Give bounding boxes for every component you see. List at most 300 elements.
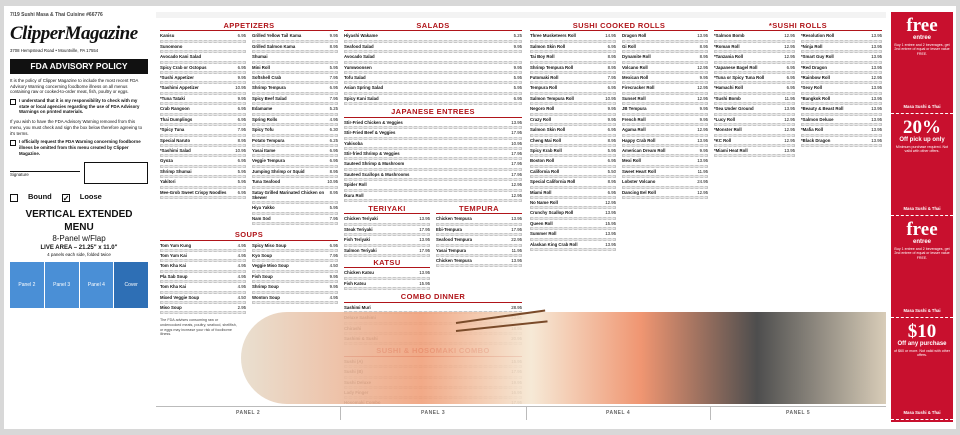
menu-item xyxy=(160,33,246,38)
menu-item-description-placeholder xyxy=(622,144,708,147)
menu-item xyxy=(714,33,795,38)
menu-item-price: 13.95 xyxy=(871,54,882,60)
cooked-rolls-section xyxy=(530,20,708,252)
menu-item-description-placeholder xyxy=(160,92,246,95)
menu-item-name: Shrimp Tempura xyxy=(252,85,286,91)
coupon-fine-print: of $60 or more. Not valid with other offers. xyxy=(894,349,950,358)
menu-item-name: Spicy Crab or Octopus xyxy=(160,64,207,70)
menu-item-price: 13.95 xyxy=(784,147,795,153)
menu-item-price: 8.95 xyxy=(607,137,616,143)
menu-item xyxy=(622,148,708,153)
menu-item-price: 10.95 xyxy=(235,85,246,91)
live-area-size: LIVE AREA – 21.25" x 11.0" xyxy=(40,244,118,251)
menu-item-price: 12.95 xyxy=(605,199,616,205)
coupon-fine-print: Minimum purchase required. Not valid with other offers. xyxy=(895,145,949,154)
menu-item-name: *Tuna or Spicy Tuna Roll xyxy=(714,75,765,81)
menu-item xyxy=(622,54,708,59)
menu-item xyxy=(622,75,708,80)
menu-item-name: Asian Spring Salad xyxy=(344,85,384,91)
menu-item-name: Tofu Salad xyxy=(344,75,366,81)
menu-item-description-placeholder xyxy=(530,61,616,64)
menu-item-price: 11.95 xyxy=(697,168,708,174)
menu-item-name: *Miami Heat Roll xyxy=(714,147,748,153)
menu-item-price: 10.95 xyxy=(605,95,616,101)
menu-item-price: 5.95 xyxy=(329,64,338,70)
tempura-list xyxy=(436,216,522,267)
menu-item-price: 10.95 xyxy=(511,140,522,146)
menu-item xyxy=(530,33,616,38)
menu-item-name: Veggie Tempura xyxy=(252,158,285,164)
menu-item-name: Fish Katsu xyxy=(344,280,366,286)
menu-item-description-placeholder xyxy=(344,126,522,129)
clipper-magazine-logo: ClipperMagazine xyxy=(10,22,138,44)
signature-line[interactable] xyxy=(10,162,80,172)
menu-item-price: 10.95 xyxy=(327,179,338,185)
menu-item-price: 8.95 xyxy=(699,54,708,60)
menu-item-price: 4.95 xyxy=(237,263,246,269)
menu-item-name: Hiyashi Wakame xyxy=(344,33,378,39)
menu-item-price: 13.95 xyxy=(871,85,882,91)
menu-item-description-placeholder xyxy=(714,92,795,95)
menu-item-description-placeholder xyxy=(252,165,338,168)
menu-item-price: 9.95 xyxy=(329,284,338,290)
menu-item-description-placeholder xyxy=(160,50,246,53)
menu-item-price: 4.50 xyxy=(237,294,246,300)
menu-item-price: 12.95 xyxy=(871,75,882,81)
menu-item-price: 9.95 xyxy=(329,273,338,279)
menu-item xyxy=(160,243,246,248)
menu-item-description-placeholder xyxy=(622,186,708,189)
menu-item-price: 6.95 xyxy=(329,242,338,248)
menu-item xyxy=(252,295,338,300)
menu-item-name: Shrimp Soup xyxy=(252,284,279,290)
menu-item-description-placeholder xyxy=(160,154,246,157)
menu-item-description-placeholder xyxy=(160,71,246,74)
fda-opt-in-text: I officially request the FDA Warning concerning foodborne illness be omitted from this menu created by Clipper Magazine. xyxy=(19,139,141,156)
menu-item-description-placeholder xyxy=(801,113,882,116)
coupon-shop-name: Masa Sushi & Thai xyxy=(903,308,941,313)
menu-item-name: Edamame xyxy=(252,106,273,112)
coupon[interactable] xyxy=(891,318,953,420)
menu-item-name: Boston Roll xyxy=(530,158,555,164)
menu-item xyxy=(530,85,616,90)
menu-item-name: Spicy Miso Soup xyxy=(252,242,287,248)
menu-item xyxy=(530,127,616,132)
menu-item-price: 13.95 xyxy=(605,210,616,216)
menu-item-price: 5.95 xyxy=(607,147,616,153)
panel-2-label: PANEL 2 xyxy=(236,410,261,416)
menu-item-name: Spicy Krab Roll xyxy=(530,147,562,153)
menu-item-description-placeholder xyxy=(801,134,882,137)
menu-item-name: Salmon Teriyaki xyxy=(344,247,377,253)
menu-item-price: 12.95 xyxy=(697,189,708,195)
menu-item-name: Spicy Tofu xyxy=(252,127,274,133)
menu-item xyxy=(714,148,795,153)
coupon-headline: $10 xyxy=(907,321,937,342)
menu-item-description-placeholder xyxy=(801,40,882,43)
menu-item-name: Tom Yum Kai xyxy=(160,253,187,258)
menu-item-price: 4.95 xyxy=(329,116,338,122)
menu-item-description-placeholder xyxy=(530,165,616,168)
menu-item-description-placeholder xyxy=(252,175,338,178)
menu-item xyxy=(801,75,882,80)
fda-opt-in-checkbox[interactable] xyxy=(10,139,148,156)
menu-item-description-placeholder xyxy=(801,123,882,126)
menu-item-description-placeholder xyxy=(252,291,338,294)
menu-item-name: Stir-Fried Chicken & Veggies xyxy=(344,119,403,125)
signature-area xyxy=(10,162,148,184)
menu-item-name: *Salmon Bomb xyxy=(714,33,745,39)
menu-item-price: 7.95 xyxy=(329,253,338,258)
coupon-subline: Off pick up only xyxy=(899,137,945,143)
menu-item-name: Wonton Soup xyxy=(252,294,280,300)
menu-item-name: *Smart Guy Roll xyxy=(801,54,834,60)
menu-item-price: 8.95 xyxy=(329,189,338,195)
menu-item-name: Ikura Roll xyxy=(344,192,364,198)
menu-item-description-placeholder xyxy=(622,113,708,116)
menu-item-price: 4.95 xyxy=(237,273,246,279)
menu-item-description-placeholder xyxy=(160,134,246,137)
menu-item-name: *Sushi Appetizer xyxy=(160,75,194,81)
fold-mark xyxy=(340,407,341,420)
coupon-subline: entree xyxy=(912,239,931,245)
menu-item-description-placeholder xyxy=(252,113,338,116)
menu-item-description-placeholder xyxy=(252,71,338,74)
bound-checkbox[interactable] xyxy=(10,194,18,202)
menu-item-name: Yumwoonsen xyxy=(344,64,372,70)
menu-item-name: Seafood Salad xyxy=(344,43,374,49)
panel-5-label: PANEL 5 xyxy=(786,410,811,416)
menu-item-name: Cheng Mai Roll xyxy=(530,137,562,143)
menu-item-name: Happy Crab Roll xyxy=(622,137,656,143)
menu-item-description-placeholder xyxy=(344,102,522,105)
menu-item xyxy=(714,44,795,49)
menu-item xyxy=(622,138,708,143)
menu-item-price: 5.95 xyxy=(513,75,522,81)
menu-item-price: 9.95 xyxy=(699,106,708,112)
menu-item-name: Sunomono xyxy=(160,43,183,49)
menu-item-price: 12.95 xyxy=(697,127,708,133)
menu-item-price: 8.95 xyxy=(329,168,338,174)
menu-item xyxy=(344,75,522,80)
menu-item-price: 6.95 xyxy=(237,106,246,112)
menu-item-price: 8.95 xyxy=(329,43,338,49)
menu-item-price: 13.95 xyxy=(871,137,882,143)
menu-item-description-placeholder xyxy=(252,61,338,64)
menu-item-price: 9.95 xyxy=(237,75,246,81)
menu-item-description-placeholder xyxy=(436,254,522,257)
panel-3-label: PANEL 3 xyxy=(421,410,446,416)
menu-item-price: 17.95 xyxy=(419,247,430,253)
entrees-heading: JAPANESE ENTREES xyxy=(344,107,522,117)
menu-item-name: California Roll xyxy=(530,168,560,174)
menu-item-description-placeholder xyxy=(622,50,708,53)
menu-item-price: 13.95 xyxy=(419,237,430,243)
menu-item-name: Yasai Itame xyxy=(252,147,276,153)
menu-item-price: 15.95 xyxy=(419,280,430,286)
menu-item-price: 22.95 xyxy=(511,237,522,243)
menu-item-name: Steak Teriyaki xyxy=(344,226,373,232)
menu-item-description-placeholder xyxy=(530,123,616,126)
menu-item-name: Mexican Roll xyxy=(622,75,649,81)
menu-item-name: Grilled Salmon Kama xyxy=(252,43,296,49)
checkbox-square[interactable] xyxy=(10,140,16,146)
menu-item-price: 9.95 xyxy=(607,106,616,112)
menu-item xyxy=(160,274,246,279)
menu-item xyxy=(344,172,522,177)
menu-item xyxy=(622,117,708,122)
menu-item-name: *Black Dragon xyxy=(801,137,831,143)
menu-item-name: Mexi Roll xyxy=(622,158,641,164)
menu-item-price: 6.95 xyxy=(237,64,246,70)
menu-item-description-placeholder xyxy=(530,175,616,178)
menu-item-price: 17.95 xyxy=(511,150,522,156)
menu-item-description-placeholder xyxy=(622,81,708,84)
menu-item-price: 13.95 xyxy=(605,231,616,237)
menu-item-description-placeholder xyxy=(160,61,246,64)
menu-item xyxy=(801,44,882,49)
panel-label-bar xyxy=(156,406,886,420)
menu-item xyxy=(344,65,522,70)
menu-item xyxy=(436,248,522,253)
menu-item-description-placeholder xyxy=(252,81,338,84)
menu-item-price: 10.95 xyxy=(235,147,246,153)
menu-item-price: 12.95 xyxy=(784,33,795,39)
menu-item-price: 8.95 xyxy=(607,179,616,185)
menu-item xyxy=(436,216,522,221)
menu-item-name: *Sushi Bomb xyxy=(714,95,741,101)
menu-item-price: 2.95 xyxy=(237,305,246,311)
menu-item xyxy=(252,127,338,132)
fda-intro: It is the policy of Clipper Magazine to include the most recent FDA Advisory Warning concerning foodborne illness on all menus containing raw or cooked-to-order meat, fish, poultry or eggs. xyxy=(10,77,139,95)
menu-item-description-placeholder xyxy=(160,291,246,294)
soups-col-b xyxy=(252,243,338,316)
menu-item-name: Sashimi Muri xyxy=(344,304,371,310)
sushi-rolls-section xyxy=(714,20,882,158)
menu-item-description-placeholder xyxy=(252,222,338,225)
menu-item-name: Gyoza xyxy=(160,158,173,164)
menu-item-description-placeholder xyxy=(530,113,616,116)
menu-item-description-placeholder xyxy=(622,165,708,168)
menu-item-description-placeholder xyxy=(252,280,338,283)
menu-item-description-placeholder xyxy=(160,196,246,199)
menu-item-price: 6.95 xyxy=(237,33,246,39)
menu-item-name: Crab Rangoon xyxy=(160,106,190,112)
menu-item-name: French Roll xyxy=(622,116,646,122)
menu-item-description-placeholder xyxy=(344,254,430,257)
menu-item-name: *Mafia Roll xyxy=(801,127,823,133)
menu-item-name: Spicy Beef Salad xyxy=(252,95,287,101)
menu-item-name: Alaskan King Crab Roll xyxy=(530,241,578,247)
menu-item-description-placeholder xyxy=(622,134,708,137)
menu-item-name: *KC Roll xyxy=(714,137,732,143)
menu-item-price: 8.95 xyxy=(237,137,246,143)
menu-item-description-placeholder xyxy=(801,71,882,74)
menu-item-description-placeholder xyxy=(344,244,430,247)
coupon-shop-name: Masa Sushi & Thai xyxy=(903,206,941,211)
menu-spread xyxy=(156,12,886,420)
menu-item-name: *Sashimi Salad xyxy=(160,147,191,153)
job-line: 7/19 Sushi Masa & Thai Cuisine #66776 xyxy=(10,12,103,18)
menu-item-description-placeholder xyxy=(530,248,616,251)
fold-diagram-panel: Panel 3 xyxy=(45,262,79,308)
menu-item-price: 12.95 xyxy=(784,137,795,143)
menu-item-price: 13.95 xyxy=(605,241,616,247)
coupon-headline: 20% xyxy=(903,117,941,138)
menu-item-name: Volcano Roll xyxy=(622,64,648,70)
menu-item xyxy=(530,200,616,205)
menu-item-name: Spider Roll xyxy=(344,182,367,188)
menu-item-price: 9.95 xyxy=(329,33,338,39)
menu-item-price: 4.95 xyxy=(237,242,246,248)
menu-item-name: American Dream Roll xyxy=(622,147,666,153)
menu-item xyxy=(344,120,522,125)
menu-item-price: 13.95 xyxy=(871,43,882,49)
fold-diagram-panel: Panel 2 xyxy=(10,262,44,308)
menu-item-description-placeholder xyxy=(530,50,616,53)
menu-item-price: 4.95 xyxy=(237,284,246,290)
menu-item-name: *Spicy Tuna xyxy=(160,127,185,133)
menu-item xyxy=(714,65,795,70)
menu-item xyxy=(344,281,430,286)
menu-item-description-placeholder xyxy=(530,71,616,74)
menu-item xyxy=(252,274,338,279)
menu-item xyxy=(344,33,522,38)
menu-item-price: 12.95 xyxy=(511,192,522,198)
menu-item xyxy=(530,117,616,122)
coupon-headline: free xyxy=(906,15,938,36)
menu-item xyxy=(344,161,522,166)
coupon[interactable] xyxy=(891,12,953,114)
menu-item-price: 14.95 xyxy=(605,33,616,39)
menu-item xyxy=(436,227,522,232)
menu-item-price: 6.95 xyxy=(607,189,616,195)
coupon[interactable] xyxy=(891,114,953,216)
menu-item-name: Yakisoba xyxy=(344,140,363,146)
menu-item-name: *Ninja Roll xyxy=(801,43,823,49)
clipper-address: 3708 Hempstead Road • Mountville, PA 17554 xyxy=(10,48,99,54)
menu-item-description-placeholder xyxy=(714,134,795,137)
menu-item xyxy=(344,151,522,156)
menu-item-name: *Resolution Roll xyxy=(801,33,835,39)
menu-item-price: 13.95 xyxy=(697,137,708,143)
menu-item-description-placeholder xyxy=(252,259,338,262)
menu-item-price: 17.95 xyxy=(511,171,522,177)
menu-item xyxy=(801,117,882,122)
menu-item-price: 7.95 xyxy=(607,75,616,81)
menu-item-price: 5.95 xyxy=(237,168,246,174)
menu-item-price: 17.95 xyxy=(511,161,522,167)
menu-item xyxy=(160,54,246,59)
menu-item-description-placeholder xyxy=(160,186,246,189)
menu-item-name: Chicken Tempura xyxy=(436,216,472,222)
menu-item-name: *Salmon Deluxe xyxy=(801,116,834,122)
menu-item-name: Kanisu xyxy=(160,33,175,39)
menu-item-name: Pla Sab Soup xyxy=(160,273,188,279)
menu-item-name: Tai Boy Roll xyxy=(530,54,555,60)
checkbox-square[interactable] xyxy=(10,99,16,105)
menu-item xyxy=(530,75,616,80)
menu-item xyxy=(160,148,246,153)
katsu-list xyxy=(344,270,430,290)
menu-item-price: 11.95 xyxy=(784,95,795,101)
menu-item xyxy=(160,263,246,268)
appetizers-col-a xyxy=(160,33,246,226)
menu-item-price: 6.95 xyxy=(237,116,246,122)
menu-item xyxy=(160,96,246,101)
menu-item xyxy=(714,75,795,80)
menu-item-price: 9.95 xyxy=(513,64,522,70)
menu-item-description-placeholder xyxy=(252,212,338,215)
menu-item-price: 6.95 xyxy=(237,158,246,164)
menu-item xyxy=(436,258,522,263)
menu-item-price: 12.95 xyxy=(697,64,708,70)
menu-item-name: Hiya Yakko xyxy=(252,205,275,211)
menu-item xyxy=(801,127,882,132)
menu-item-price: 13.95 xyxy=(784,106,795,112)
menu-item-name: *Red Dragon xyxy=(801,64,828,70)
menu-item-name: Sauteed Scallops & Mushrooms xyxy=(344,171,410,177)
bound-label: Bound xyxy=(28,192,52,202)
salads-heading: SALADS xyxy=(344,21,522,31)
coupon-fine-print: Buy 1 entree and 2 beverages, get 2nd entree of equal or lesser value FREE. xyxy=(894,43,950,56)
menu-item-price: 9.95 xyxy=(699,116,708,122)
menu-item xyxy=(160,158,246,163)
menu-item-description-placeholder xyxy=(436,264,522,267)
menu-item-description-placeholder xyxy=(801,102,882,105)
menu-item xyxy=(160,284,246,289)
menu-item xyxy=(801,65,882,70)
appetizers-heading: APPETIZERS xyxy=(160,21,338,31)
menu-item-price: 6.95 xyxy=(329,158,338,164)
menu-item xyxy=(160,85,246,90)
menu-item-name: Firecracker Roll xyxy=(622,85,655,91)
menu-item-price: 9.95 xyxy=(237,95,246,101)
menu-item-description-placeholder xyxy=(530,92,616,95)
coupon-strip xyxy=(891,12,953,422)
menu-item-name: Nam Sod xyxy=(252,215,271,221)
fda-opt-out-checkbox[interactable] xyxy=(10,98,148,115)
menu-item-name: Agama Roll xyxy=(622,127,646,133)
menu-item-price: 5.50 xyxy=(607,168,616,174)
menu-item-name: *Sashimi Appetizer xyxy=(160,85,199,91)
menu-item-name: Crunchy Scallop Roll xyxy=(530,210,574,216)
katsu-heading: KATSU xyxy=(344,258,430,268)
menu-item xyxy=(344,141,522,146)
menu-item-description-placeholder xyxy=(252,92,338,95)
menu-item xyxy=(252,85,338,90)
menu-item xyxy=(622,96,708,101)
menu-item-name: Gi Roll xyxy=(622,43,636,49)
menu-item xyxy=(801,54,882,59)
binding-options xyxy=(10,192,148,202)
menu-item-price: 6.95 xyxy=(329,147,338,153)
loose-checkbox[interactable]: ✓ xyxy=(62,193,70,203)
menu-item-price: 8.95 xyxy=(699,43,708,49)
menu-item-description-placeholder xyxy=(622,61,708,64)
menu-item-name: Kyo Soup xyxy=(252,253,273,258)
coupon[interactable] xyxy=(891,216,953,318)
menu-item-price: 9.95 xyxy=(699,75,708,81)
menu-item-price: 5.25 xyxy=(329,106,338,112)
menu-item-description-placeholder xyxy=(801,92,882,95)
menu-item xyxy=(344,305,522,310)
fda-advisory: The FDA advises consuming raw or undercooked meats, poultry, seafood, shellfish, or eggs may increase your risk of foodborne illness. xyxy=(160,318,237,337)
menu-item-name: Negoro Roll xyxy=(530,106,555,112)
menu-item-price: 13.95 xyxy=(871,127,882,133)
menu-item-description-placeholder xyxy=(530,238,616,241)
fold-diagram-panel: Cover xyxy=(114,262,148,308)
